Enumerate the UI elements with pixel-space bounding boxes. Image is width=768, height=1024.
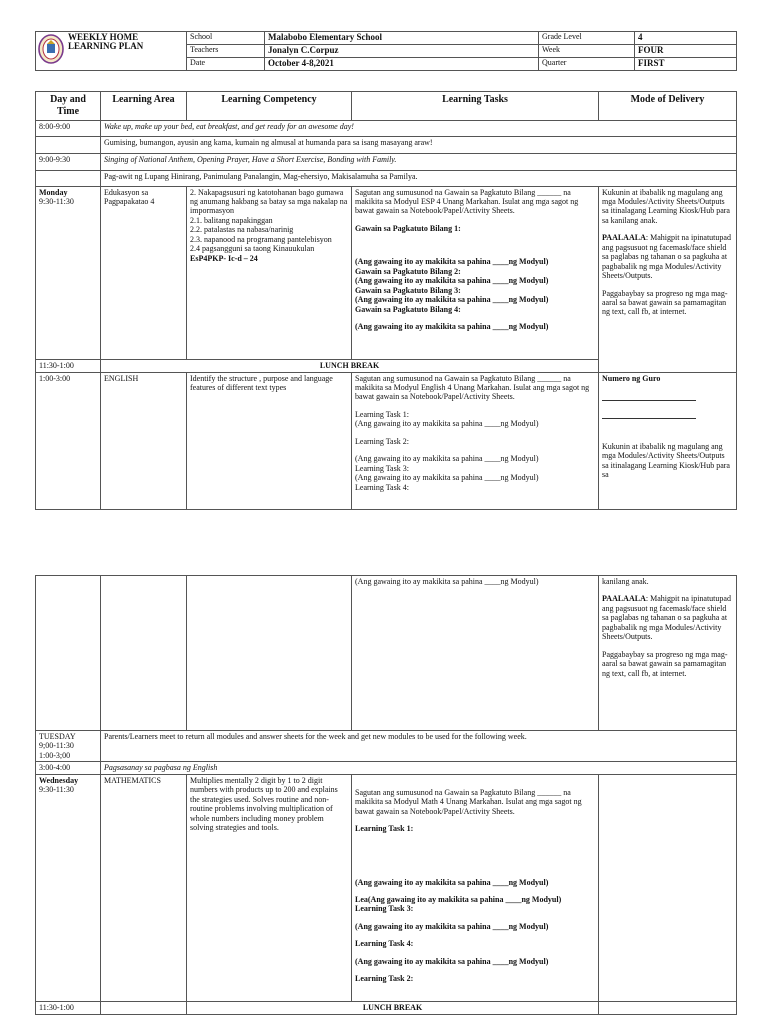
row-time: 1:00-3:00	[36, 372, 101, 509]
table-row	[36, 170, 737, 186]
row-time: 11:30-1:00	[36, 359, 101, 372]
task-heading: Gawain sa Pagkatuto Bilang 3:	[355, 285, 461, 295]
time-label: 1:00-3;00	[39, 750, 71, 760]
task-intro: Sagutan ang sumusunod na Gawain sa Pagkatuto Bilang ______ na makikita sa Modyul Math 4 Unang Markahan. Isulat ang mga sagot ng bawat gawain sa Notebook/Papel/Activity Sheets.	[355, 787, 582, 816]
plan-table	[35, 91, 737, 510]
row-time-empty	[36, 576, 101, 731]
blank-line	[602, 412, 733, 421]
row-time-empty	[36, 170, 101, 186]
day-label: Wednesday	[39, 775, 79, 785]
table-row	[36, 120, 737, 136]
page-gap	[0, 514, 768, 574]
header-table	[35, 31, 737, 71]
competency-item: 2.3. napanood na programang pantelebisyon	[190, 234, 332, 244]
paalala-label: PAALAALA	[602, 233, 646, 243]
competency-text: 2. Nakapagsusuri ng katotohanan bago gumawa ng anumang hakbang sa batay sa mga nakalap na impormasyon	[190, 187, 348, 216]
teacher-name: Jonalyn C.Corpuz	[265, 45, 539, 58]
learning-area: ENGLISH	[101, 372, 187, 509]
routine-text: Wake up, make up your bed, eat breakfast, and get ready for an awesome day!	[101, 120, 737, 136]
grade-value: 4	[635, 32, 737, 45]
competency-item: 2.1. balitang napakinggan	[190, 215, 273, 225]
plan-title-line-1: WEEKLY HOME	[68, 32, 139, 42]
task-heading: Learning Task 4:	[355, 939, 414, 949]
table-row	[36, 372, 737, 509]
table-row	[36, 576, 737, 731]
task-heading: Learning Task 2:	[355, 974, 414, 984]
task-note: (Ang gawaing ito ay makikita sa pahina ____ng Modyul)	[355, 419, 539, 429]
task-note: (Ang gawaing ito ay makikita sa pahina ____ng Modyul)	[355, 454, 539, 464]
table-row	[36, 186, 737, 359]
lunch-break: LUNCH BREAK	[187, 1001, 599, 1014]
time-label: 9;00-11:30	[39, 741, 74, 751]
delivery-empty	[599, 1001, 737, 1014]
day-label: TUESDAY	[39, 732, 76, 741]
teachers-label: Teachers	[187, 45, 265, 58]
paalala-label: PAALAALA	[602, 594, 646, 604]
learning-area: MATHEMATICS	[101, 774, 187, 1001]
learning-area-empty	[101, 1001, 187, 1014]
day-label: Monday	[39, 187, 68, 197]
col-day-time: Day and Time	[36, 92, 101, 121]
lunch-break: LUNCH BREAK	[101, 359, 599, 372]
task-heading: Learning Task 3:	[355, 904, 414, 914]
tasks-cell	[352, 372, 599, 509]
paalala-body: : Mahigpit na ipinatutupad ang pagsusuot ng facemask/face shield sa paglabas ng tahanan o sa pagkuha at pagbabalik ng mga Modules/Activity Sheets/Outputs.	[602, 233, 731, 281]
col-delivery: Mode of Delivery	[599, 92, 737, 121]
task-heading: Learning Task 2:	[355, 436, 409, 446]
blank-line	[602, 395, 733, 404]
quarter-label: Quarter	[539, 58, 635, 71]
task-note: (Ang gawaing ito ay makikita sa pahina ____ng Modyul)	[355, 276, 549, 286]
column-header-row	[36, 92, 737, 121]
routine-text-filipino: Pag-awit ng Lupang Hinirang, Panimulang Panalangin, Mag-ehersiyo, Makisalamuha sa Pamilya.	[101, 170, 737, 186]
routine-text-filipino: Gumising, bumangon, ayusin ang kama, kumain ng almusal at humanda para sa isang masayang araw!	[101, 136, 737, 153]
tasks-cell	[352, 774, 599, 1001]
wednesday-time-cell	[36, 774, 101, 1001]
paalala-text	[602, 594, 733, 641]
task-heading: Gawain sa Pagkatuto Bilang 4:	[355, 304, 461, 314]
learning-area-empty	[101, 576, 187, 731]
table-row	[36, 762, 737, 774]
school-name: Malabobo Elementary School	[265, 32, 539, 45]
table-row	[36, 1001, 737, 1014]
date-label: Date	[187, 58, 265, 71]
row-time: 11:30-1:00	[36, 1001, 101, 1014]
delivery-text: kanilang anak.	[602, 577, 649, 586]
week-value: FOUR	[635, 45, 737, 58]
task-note: (Ang gawaing ito ay makikita sa pahina ____ng Modyul)	[355, 877, 549, 887]
table-row	[36, 774, 737, 1001]
delivery-text: Kukunin at ibabalik ng magulang ang mga Modules/Activity Sheets/Outputs sa itinalagang Learning Kiosk/Hub para sa kanilang anak.	[602, 187, 730, 225]
table-row	[36, 136, 737, 153]
monday-time-cell	[36, 186, 101, 359]
date-value: October 4-8,2021	[265, 58, 539, 71]
competency-item: 2.4 pagsangguni sa taong Kinauukulan	[190, 244, 315, 254]
task-note: (Ang gawaing ito ay makikita sa pahina ____ng Modyul)	[355, 257, 549, 267]
tasks-cell	[352, 576, 599, 731]
row-time: 9:00-9:30	[36, 153, 101, 170]
task-note: Lea(Ang gawaing ito ay makikita sa pahina ____ng Modyul)	[355, 894, 562, 904]
task-heading: Gawain sa Pagkatuto Bilang 2:	[355, 266, 461, 276]
tuesday-text: Parents/Learners meet to return all modules and answer sheets for the week and get new modules to be used for the following week.	[101, 731, 737, 762]
plan-table-continued	[35, 575, 737, 1015]
row-time-empty	[36, 136, 101, 153]
task-intro: Sagutan ang sumusunod na Gawain sa Pagkatuto Bilang ______ na makikita sa Modyul ESP 4 Unang Markahan. Isulat ang mga sagot ng bawat gawain sa Notebook/Papel/Activity Sheets.	[355, 187, 579, 216]
task-note: (Ang gawaing ito ay makikita sa pahina ____ng Modyul)	[355, 921, 549, 931]
week-label: Week	[539, 45, 635, 58]
task-note: (Ang gawaing ito ay makikita sa pahina ____ng Modyul)	[355, 956, 549, 966]
col-competency: Learning Competency	[187, 92, 352, 121]
guidance-text: Paggabaybay sa progreso ng mga mag-aaral sa bawat gawain sa pamamagitan ng text, call fb, at internet.	[602, 288, 728, 317]
delivery-text: Kukunin at ibabalik ng magulang ang mga Modules/Activity Sheets/Outputs sa itinalagang Learning Kiosk/Hub para sa	[602, 441, 730, 480]
col-tasks: Learning Tasks	[352, 92, 599, 121]
quarter-value: FIRST	[635, 58, 737, 71]
tasks-cell	[352, 186, 599, 359]
delivery-cell	[599, 186, 737, 372]
school-label: School	[187, 32, 265, 45]
routine-text: Singing of National Anthem, Opening Prayer, Have a Short Exercise, Bonding with Family.	[101, 153, 737, 170]
competency-item: 2.2. patalastas na nabasa/narinig	[190, 225, 294, 235]
grade-label: Grade Level	[539, 32, 635, 45]
task-heading: Gawain sa Pagkatuto Bilang 1:	[355, 223, 461, 233]
learning-area: Edukasyon sa Pagpapakatao 4	[101, 186, 187, 359]
task-note: (Ang gawaing ito ay makikita sa pahina ____ng Modyul)	[355, 321, 549, 331]
task-heading: Learning Task 3:	[355, 463, 409, 473]
table-row	[36, 153, 737, 170]
row-time: 8:00-9:00	[36, 120, 101, 136]
task-heading: Learning Task 1:	[355, 409, 409, 419]
plan-title-line-2: LEARNING PLAN	[68, 41, 144, 52]
task-heading: Learning Task 4:	[355, 482, 409, 492]
delivery-cell	[599, 576, 737, 731]
competency-empty	[187, 576, 352, 731]
paalala-body: : Mahigpit na ipinatutupad ang pagsusuot ng facemask/face shield sa paglabas ng tahanan o sa pagkuha at pagbabalik ng mga Modules/Activity Sheets/Outputs.	[602, 594, 731, 642]
paalala-text	[602, 233, 733, 280]
table-row	[36, 731, 737, 762]
delivery-cell	[599, 372, 737, 509]
reading-practice-text: Pagsasanay sa pagbasa ng English	[101, 762, 737, 774]
task-note: (Ang gawaing ito ay makikita sa pahina ____ng Modyul)	[355, 473, 539, 483]
competency-text: Multiplies mentally 2 digit by 1 to 2 digit numbers with products up to 200 and explains the strategies used. Solves routine and non-routine problems involving multiplication of whole numbers including money problem solving strategies and tools.	[187, 774, 352, 1001]
guidance-text: Paggabaybay sa progreso ng mga mag-aaral sa bawat gawain sa pamamagitan ng text, call fb, at internet.	[602, 649, 728, 678]
time-label: 9:30-11:30	[39, 197, 74, 207]
task-note: (Ang gawaing ito ay makikita sa pahina ____ng Modyul)	[355, 295, 549, 305]
task-heading: Learning Task 1:	[355, 824, 414, 834]
competency-text: Identify the structure , purpose and language features of different text types	[187, 372, 352, 509]
competency-code: EsP4PKP- Ic-d – 24	[190, 253, 258, 263]
task-note: (Ang gawaing ito ay makikita sa pahina ____ng Modyul)	[355, 577, 539, 586]
logo-cell	[36, 32, 187, 71]
col-learning-area: Learning Area	[101, 92, 187, 121]
competency-cell	[187, 186, 352, 359]
time-label: 9:30-11:30	[39, 785, 74, 795]
delivery-empty	[599, 774, 737, 1001]
row-time: 3:00-4:00	[36, 762, 101, 774]
task-intro: Sagutan ang sumusunod na Gawain sa Pagkatuto Bilang ______ na makikita sa Modyul English 4 Unang Markahan. Isulat ang mga sagot ng bawat gawain sa Notebook/Papel/Activity Sheets.	[355, 373, 590, 402]
tuesday-time-cell	[36, 731, 101, 762]
teacher-number-label: Numero ng Guro	[602, 373, 661, 383]
